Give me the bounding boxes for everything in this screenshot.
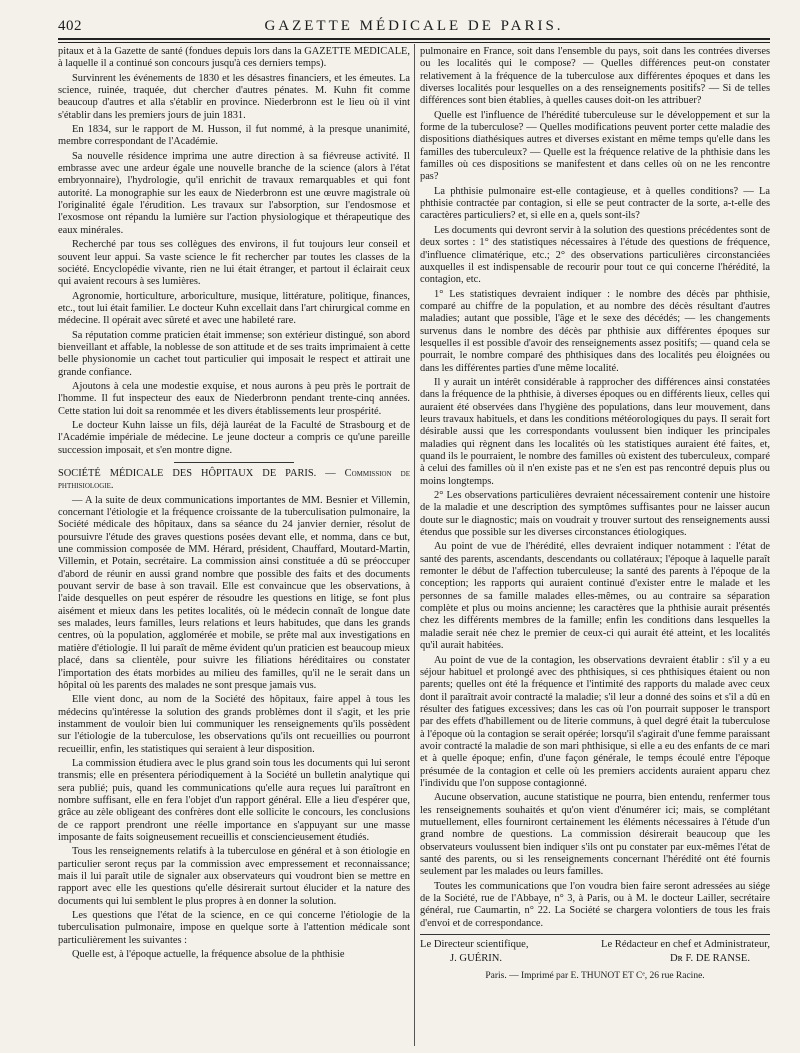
signature-names [420, 952, 770, 966]
paragraph: Tous les renseignements relatifs à la tuberculose en général et à son étiologie en particulier seront reçus par la commission avec empressement et reconnaissance; mais il lui paraît utile de signaler aux observateurs qui voudront bien se mettre en rapport avec elle les questions qu'elle désirerait surtout élucider et la nature des documents qui lui semblent le plus propres à en donner la solution. [58, 846, 410, 907]
paragraph: Sa nouvelle résidence imprima une autre direction à sa fiévreuse activité. Il embrasse avec une ardeur égale une nouvelle branche de la science (alors à l'état embryonnaire), l'hydrologie, qu'il enrichit de travaux remarquables et qui font autorité. La monographie sur les eaux de Niederbronn est une œuvre magistrale où l'originalité égale l'érudition. Les travaux sur l'absorption, sur l'endosmose et l'exosmose ont répandu la lumière sur l'action physiologique et thérapeutique des eaux minérales. [58, 150, 410, 236]
director-name: J. GUÉRIN. [450, 953, 503, 965]
paragraph: 2° Les observations particulières devraient nécessairement contenir une histoire de la maladie et une description des symptômes suffisantes pour ne laisser aucun doute sur le diagnostic; mais on voudrait y trouver surtout des renseignements aussi étendus que possible sur les diverses circonstances étiologiques. [420, 490, 770, 539]
paragraph: pitaux et à la Gazette de santé (fondues depuis lors dans la GAZETTE MÉDICALE, à laquelle il a continué son concours jusqu'à ces derniers temps). [58, 46, 410, 70]
paragraph: Survinrent les événements de 1830 et les désastres financiers, et les émeutes. La science, ruinée, traquée, dut chercher d'autres pénates. M. Kuhn fit comme beaucoup d'autres et alla s'établir en province. Niederbronn est le lieu où il vint s'établir dans les premiers jours de juin 1831. [58, 72, 410, 121]
page-number: 402 [58, 17, 82, 34]
paragraph: Au point de vue de l'hérédité, elles devraient indiquer notamment : l'état de santé des parents, ascendants, descendants ou collatéraux; l'époque à laquelle paraît remonter le début de l'affection tuberculeuse; la santé des parents à l'époque de la conception; les rapports qui auraient continué d'exister entre le malade et les personnes de sa famille malades elles-mêmes, ou au contraire sa séparation complète et plus ou moins ancienne; les caractères que la phthisie aurait présentés chez les différents membres de la famille; enfin les conditions dans lesquelles la maladie serait née chez le premier de ceux-ci qui aurait été atteint, et les localités qu'il aurait habitées. [420, 541, 770, 652]
director-title: Le Directeur scientifique, [420, 939, 529, 951]
paragraph: Sa réputation comme praticien était immense; son extérieur distingué, son abord bienveillant et affable, la noblesse de son attitude et de ses traits imprimaient à cette belle physionomie un cachet tout particulier qui imposait le respect et attirait une grande confiance. [58, 329, 410, 378]
header-rule-thin [58, 42, 770, 43]
paragraph: En 1834, sur le rapport de M. Husson, il fut nommé, à la presque unanimité, membre correspondant de l'Académie. [58, 124, 410, 148]
paragraph: Au point de vue de la contagion, les observations devraient établir : s'il y a eu séjour habituel et prolongé avec des phthisiques, si ces phthisiques étaient ou non parents; quelles ont été la fréquence et l'intimité des rapports du malade avec ceux dont il paraîtrait avoir contracté la maladie; s'il leur a donné des soins et s'il a dû en résulter des fatigues excessives; dans les cas où l'on pourrait supposer le transport par des effets d'habillement ou de literie communs, à quel degré était la tuberculose à l'époque où la contagion se serait opérée; lorsqu'il s'agirait d'une femme paraissant avoir contracté la maladie de son mari phthisique, si elle a eu des enfants de ce mari et à quelle époque; enfin, d'une façon générale, le temps écoulé entre l'époque présumée de la contagion et celle où les premiers accidents auraient apparu chez l'individu que l'on suppose contagionné. [420, 654, 770, 789]
editor-title: Le Rédacteur en chef et Administrateur, [600, 939, 770, 951]
paragraph: La phthisie pulmonaire est-elle contagieuse, et à quelles conditions? — La phthisie contractée par contagion, si elle se peut contracter de la sorte, a-t-elle des caractères particuliers? et, si elle en a, quels sont-ils? [420, 185, 770, 222]
paragraph: La commission étudiera avec le plus grand soin tous les documents qui lui seront transmis; elle en présentera périodiquement à la Société un bulletin analytique qui sera publié; puis, quand les communications qu'elle aura reçues lui paraîtront en nombre suffisant, elle en fera l'objet d'un rapport général. Elle a lieu d'espérer que, grâce au zèle obligeant des confrères dont elle sollicite le concours, les conclusions de ce rapport prendront une réelle importance en s'appuyant sur une masse imposante de faits soigneusement recueillis et consciencieusement étudiés. [58, 757, 410, 843]
paragraph: 1° Les statistiques devraient indiquer : le nombre des décès par phthisie, comparé au chiffre de la population, et au nombre des décès résultant d'autres maladies; autant que possible, l'âge et le sexe des décédés; — les changements survenus dans le nombre des décès par phthisie aux différentes époques sur lesquelles il est possible d'avoir des renseignements assez positifs; — quand cela se pourrait, le nombre comparé des phthisiques dans des localités peu éloignées ou dans les différentes parties d'une même localité. [420, 288, 770, 374]
paragraph: Toutes les communications que l'on voudra bien faire seront adressées au siége de la Société, rue de l'Abbaye, n° 3, à Paris, ou à M. le docteur Lailler, secrétaire général, rue Caumartin, n° 22. La Société se chargera volontiers de tous les frais d'envoi et de correspondance. [420, 880, 770, 929]
column-divider [414, 44, 415, 1046]
right-column [420, 46, 770, 1044]
signature-titles [420, 938, 770, 952]
paragraph: Le docteur Kuhn laisse un fils, déjà lauréat de la Faculté de Strasbourg et de l'Académie impériale de médecine. Le jeune docteur a compris ce qu'une pareille succession imposait, et s'en montre digne. [58, 419, 410, 456]
paragraph: Recherché par tous ses collègues des environs, il fut toujours leur conseil et souvent leur appui. Sa vaste science le fit rechercher par toutes les classes de la société. Encyclopédie vivante, rien ne lui était étranger, et partout il éclairait ceux qui avaient recours à ses lumières. [58, 239, 410, 288]
paragraph: Les documents qui devront servir à la solution des questions précédentes sont de deux sortes : 1° des statistiques nécessaires à l'étude des questions de fréquence, d'influence climatérique, etc.; 2° des observations particulières circonstanciées auxquelles il est indispensable de recourir pour tout ce qui concerne l'hérédité, la contagion, etc. [420, 224, 770, 286]
section-heading: SOCIÉTÉ MÉDICALE DES HÔPITAUX DE PARIS. — Commission de phthisiologie. [58, 468, 410, 492]
header-rule [58, 38, 770, 40]
paragraph: Les questions que l'état de la science, en ce qui concerne l'étiologie de la tuberculisation pulmonaire, impose en quelque sorte à l'attention médicale sont particulièrement les suivantes : [58, 910, 410, 946]
paragraph: Aucune observation, aucune statistique ne pourra, bien entendu, renfermer tous les renseignements souhaités et qu'on vient d'énumérer ici; mais, se complétant mutuellement, elles fourniront certainement les éléments nécessaires à l'étude d'un grand nombre de questions. La commission désirerait beaucoup que les observateurs voulussent bien indiquer s'ils ont pu constater par eux-mêmes l'état de santé des parents, ou si les renseignements concernant l'hérédité ont été fournis seulement par les malades ou leurs familles. [420, 792, 770, 878]
paragraph: Il y aurait un intérêt considérable à rapprocher des différences ainsi constatées dans la fréquence de la phthisie, à diverses époques ou en différents lieux, celles qui auraient été observées dans l'hygiène des populations, dans leur mouvement, dans leurs travaux habituels, et dans les conditions météorologiques du pays. Il serait fort désirable aussi que les correspondants voulussent bien indiquer les principales maladies qui règnent dans les localités où les statistiques auraient été faites, et, quand ils le pourraient, le nombre des familles où existent des tuberculeux, comparé à celui des familles où il n'en existe pas et ne s'en est pas rencontré depuis plus ou moins longtemps. [420, 376, 770, 487]
printer-imprint: Paris. — Imprimé par E. THUNOT ET Cᵉ, 26 rue Racine. [485, 971, 705, 982]
page-header [58, 14, 770, 38]
paragraph: — A la suite de deux communications importantes de MM. Besnier et Villemin, concernant l'étiologie et la fréquence croissante de la tuberculisation pulmonaire, la Société médicale des hôpitaux, dans sa séance du 24 janvier dernier, résolut de poursuivre l'étude des graves questions posées devant elle, et nomma, dans ce but, une commission composée de MM. Hérard, président, Chauffard, Moutard-Martin, Villemin, et Potain, secrétaire. La commission ainsi constituée a dû se préoccuper d'abord de réunir en aussi grand nombre que possible des faits et des documents pouvant servir de base à son travail. Elle est convaincue que les observations, à l'aide desquelles on peut espérer de résoudre les questions en litige, se font plus aisément et mieux dans les petites localités, où le médecin connaît de longue date ses malades, leurs familles, leurs relations et leurs habitudes, que dans les grands centres, où la population, agglomérée et mobile, se prête mal aux investigations en matière d'étiologie. Il lui paraît de même évident qu'un praticien est beaucoup mieux placé, dans sa clientèle, pour suivre les filiations héréditaires ou constater l'importation des états morbides au milieu des familles, qu'il ne le serait dans un hôpital où les parents des malades ne sont presque jamais vus. [58, 494, 410, 691]
paragraph: Ajoutons à cela une modestie exquise, et nous aurons à peu près le portrait de l'homme. Il fut inspecteur des eaux de Niederbronn pendant trente-cinq années. Cette station lui doit sa renommée et les divers établissements leur prospérité. [58, 380, 410, 417]
signature-rule [420, 934, 770, 935]
editor-name: Dʀ F. DE RANSE. [670, 953, 750, 965]
paragraph: pulmonaire en France, soit dans l'ensemble du pays, soit dans les contrées diverses ou les localités qui le compose? — Quelles différences peut-on constater relativement à la fréquence de la tuberculose aux différentes époques et dans les diverses localités pour lesquelles on a des renseignements positifs? — Si de telles différences sont bien établies, à quelles causes doit-on les attribuer? [420, 46, 770, 107]
paragraph: Quelle est, à l'époque actuelle, la fréquence absolue de la phthisie [72, 949, 345, 961]
running-title: GAZETTE MÉDICALE DE PARIS. [264, 17, 564, 34]
paragraph: Elle vient donc, au nom de la Société des hôpitaux, faire appel à tous les médecins qu'intéresse la solution des grands problèmes dont il s'agit, et les prie instamment de vouloir bien lui communiquer les renseignements qu'ils possèdent sur l'étiologie de la tuberculose, les observations qu'ils ont recueillies ou pourront recueillir, enfin, les statistiques qui seraient à leur disposition. [58, 694, 410, 755]
left-column [58, 46, 410, 1044]
paragraph: Agronomie, horticulture, arboriculture, musique, littérature, politique, finances, etc., tout lui était familier. Le docteur Kuhn excellait dans l'art chirurgical comme en médecine. Il opérait avec sûreté et avec une habileté rare. [58, 290, 410, 327]
section-separator [174, 462, 294, 463]
paragraph: Quelle est l'influence de l'hérédité tuberculeuse sur le développement et sur la forme de la tuberculose? — Quelles modifications peuvent porter cette maladie des dispositions diathésiques autres et diverses existant en même temps qu'elle dans les familles des tuberculeux? — Quelle est la fréquence relative de la phthisie dans les familles où ces dispositions se manifestent et dans celles où on ne les rencontre pas? [420, 109, 770, 183]
